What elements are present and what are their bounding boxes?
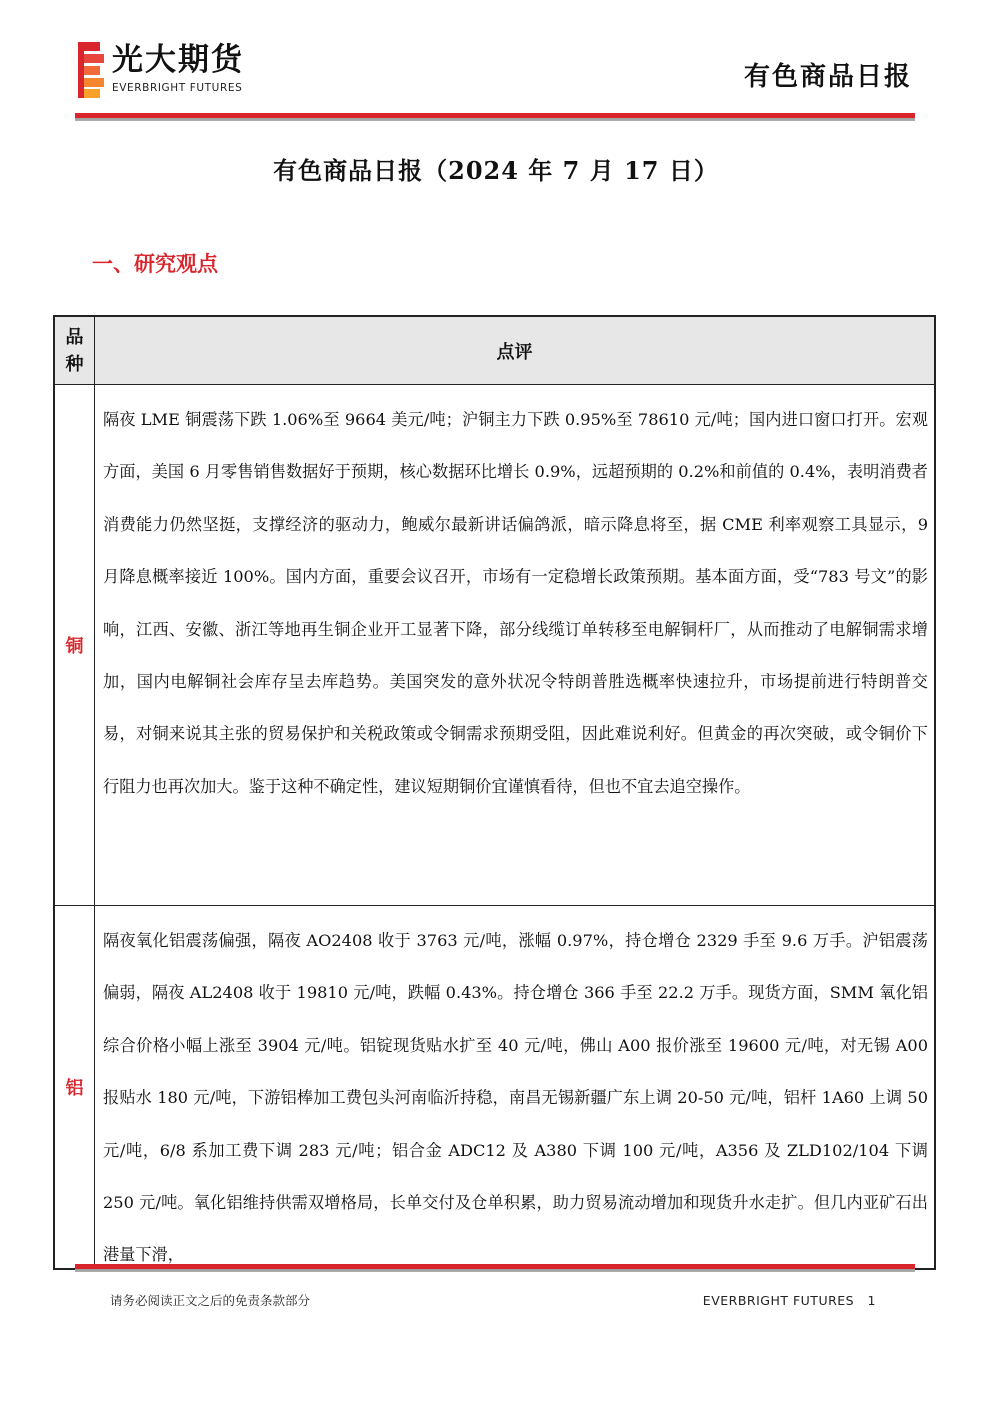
- footer-divider: [75, 1264, 915, 1272]
- research-table: [53, 315, 936, 1270]
- table-row: [55, 906, 934, 1268]
- variety-aluminum: 铝: [55, 906, 95, 1268]
- footer-brand-page: [703, 1291, 876, 1311]
- variety-copper: 铜: [55, 385, 95, 905]
- header-divider: [75, 113, 915, 121]
- everbright-logo-icon: [78, 42, 104, 98]
- comment-copper: 隔夜 LME 铜震荡下跌 1.06%至 9664 美元/吨；沪铜主力下跌 0.95%至 78610 元/吨；国内进口窗口打开。宏观方面，美国 6 月零售销售数据好于预期，核心数据环比增长 0.9%，远超预期的 0.2%和前值的 0.4%，表明消费者消费能力仍然坚挺，支撑经济的驱动力，鲍威尔最新讲话偏鸽派，暗示降息将至，据 CME 利率观察工具显示，9 月降息概率接近 100%。国内方面，重要会议召开，市场有一定稳增长政策预期。基本面方面，受“783 号文”的影响，江西、安徽、浙江等地再生铜企业开工显著下降，部分线缆订单转移至电解铜杆厂，从而推动了电解铜需求增加，国内电解铜社会库存呈去库趋势。美国突发的意外状况令特朗普胜选概率快速拉升，市场提前进行特朗普交易，对铜来说其主张的贸易保护和关税政策或令铜需求预期受阻，因此难说利好。但黄金的再次突破，或令铜价下行阻力也再次加大。鉴于这种不确定性，建议短期铜价宜谨慎看待，但也不宜去追空操作。: [103, 410, 928, 796]
- section-heading: 一、研究观点: [92, 252, 218, 276]
- table-header-row: [55, 317, 934, 385]
- page-number: 1: [867, 1293, 876, 1308]
- header-comment: 点评: [496, 341, 533, 363]
- header-variety: [55, 317, 95, 384]
- footer-disclaimer: 请务必阅读正文之后的免责条款部分: [110, 1293, 311, 1308]
- document-title: 有色商品日报（2024 年 7 月 17 日）: [273, 156, 719, 185]
- table-row: [55, 385, 934, 906]
- brand-name-en: EVERBRIGHT FUTURES: [112, 82, 243, 94]
- header-report-name: 有色商品日报: [743, 62, 912, 92]
- footer-brand: EVERBRIGHT FUTURES: [702, 1293, 855, 1308]
- brand-name-cn: 光大期货: [112, 42, 244, 78]
- header-variety-label: 品种: [65, 326, 84, 375]
- comment-aluminum: 隔夜氧化铝震荡偏强，隔夜 AO2408 收于 3763 元/吨，涨幅 0.97%，持仓增仓 2329 手至 9.6 万手。沪铝震荡偏弱，隔夜 AL2408 收于 19810 元/吨，跌幅 0.43%。持仓增仓 366 手至 22.2 万手。现货方面，SMM 氧化铝综合价格小幅上涨至 3904 元/吨。铝锭现货贴水扩至 40 元/吨，佛山 A00 报价涨至 19600 元/吨，对无锡 A00 报贴水 180 元/吨，下游铝棒加工费包头河南临沂持稳，南昌无锡新疆广东上调 20-50 元/吨，铝杆 1A60 上调 50 元/吨，6/8 系加工费下调 283 元/吨；铝合金 ADC12 及 A380 下调 100 元/吨，A356 及 ZLD102/104 下调 250 元/吨。氧化铝维持供需双增格局，长单交付及仓单积累，助力贸易流动增加和现货升水走扩。但几内亚矿石出港量下滑，: [103, 931, 928, 1265]
